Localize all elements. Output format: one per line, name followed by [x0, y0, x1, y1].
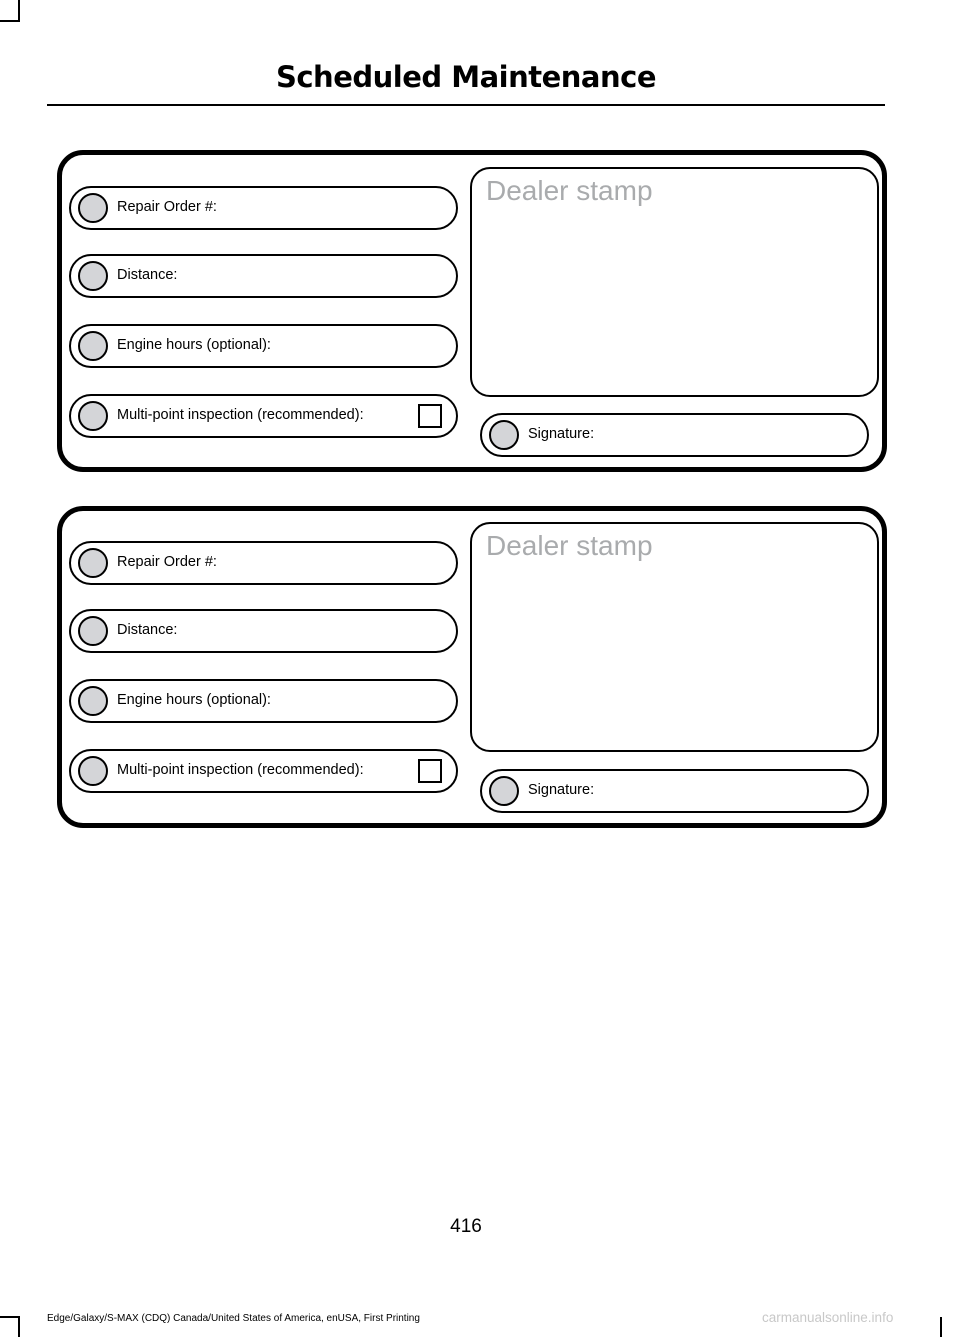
engine-hours-field[interactable]: [69, 324, 458, 368]
record-indicator-circle: [78, 756, 108, 786]
dealer-stamp-label: Dealer stamp: [486, 175, 653, 206]
distance-field[interactable]: [69, 609, 458, 653]
crop-mark-top-left: [0, 20, 20, 22]
distance-field[interactable]: [69, 254, 458, 298]
repair-order-field[interactable]: [69, 186, 458, 230]
inspection-field: [69, 749, 458, 793]
record-indicator-circle: [78, 686, 108, 716]
inspection-checkbox[interactable]: [418, 404, 442, 428]
repair-order-label: Repair Order #:: [117, 199, 217, 215]
engine-hours-label: Engine hours (optional):: [117, 337, 271, 353]
repair-order-field[interactable]: [69, 541, 458, 585]
edition-footer: Edge/Galaxy/S-MAX (CDQ) Canada/United States of America, enUSA, First Printing: [47, 1313, 420, 1324]
crop-mark-top-left: [18, 0, 20, 20]
record-indicator-circle: [78, 616, 108, 646]
page-title: Scheduled Maintenance: [275, 60, 657, 94]
distance-label: Distance:: [117, 622, 178, 638]
engine-hours-label: Engine hours (optional):: [117, 692, 271, 708]
inspection-field: [69, 394, 458, 438]
record-indicator-circle: [78, 401, 108, 431]
inspection-label: Multi-point inspection (recommended):: [117, 762, 364, 778]
crop-mark-bottom-left: [0, 1316, 20, 1318]
signature-label: Signature:: [528, 426, 595, 442]
dealer-stamp-box[interactable]: [470, 167, 879, 397]
title-divider: [47, 104, 885, 106]
distance-label: Distance:: [117, 267, 178, 283]
inspection-checkbox[interactable]: [418, 759, 442, 783]
signature-label: Signature:: [528, 782, 595, 798]
signature-field[interactable]: [480, 769, 869, 813]
signature-field[interactable]: [480, 413, 869, 457]
watermark: carmanualsonline.info: [762, 1310, 894, 1325]
record-indicator-circle: [78, 548, 108, 578]
dealer-stamp-box[interactable]: [470, 522, 879, 752]
page-number: 416: [450, 1216, 482, 1237]
record-indicator-circle: [78, 193, 108, 223]
engine-hours-field[interactable]: [69, 679, 458, 723]
dealer-stamp-label: Dealer stamp: [486, 530, 653, 561]
record-indicator-circle: [489, 420, 519, 450]
record-indicator-circle: [78, 261, 108, 291]
crop-mark-bottom-left: [18, 1317, 20, 1337]
record-indicator-circle: [78, 331, 108, 361]
repair-order-label: Repair Order #:: [117, 554, 217, 570]
crop-mark-bottom-right: [940, 1317, 942, 1337]
inspection-label: Multi-point inspection (recommended):: [117, 407, 364, 423]
record-indicator-circle: [489, 776, 519, 806]
